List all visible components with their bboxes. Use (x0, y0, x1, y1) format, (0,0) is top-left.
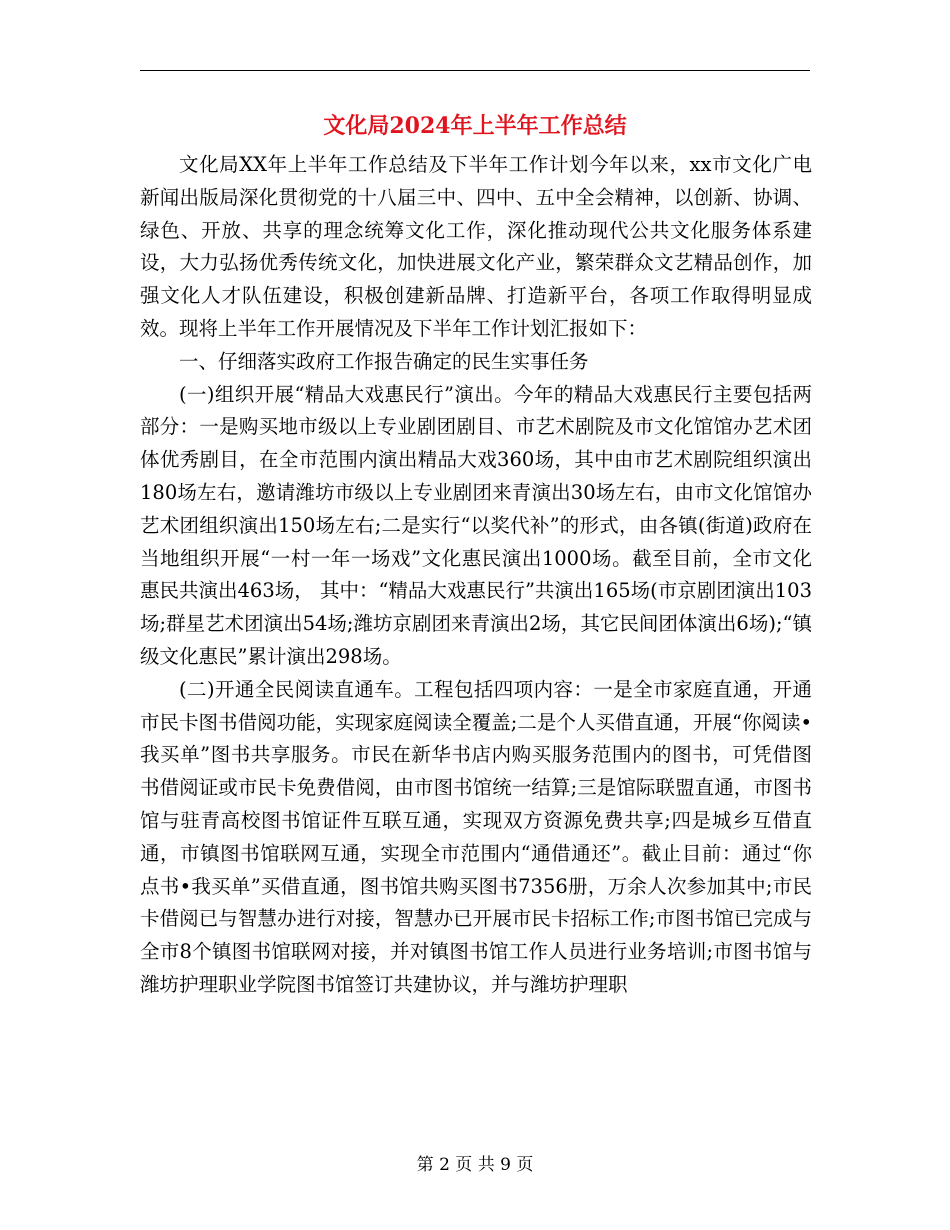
document-body (140, 149, 812, 1002)
section-paragraph-reading: (二)开通全民阅读直通车。工程包括四项内容：一是全市家庭直通，开通市民卡图书借阅功能，实现家庭阅读全覆盖;二是个人买借直通，开展“你阅读•我买单”图书共享服务。市民在新华书店内购买服务范围内的图书，可凭借图书借阅证或市民卡免费借阅，由市图书馆统一结算;三是馆际联盟直通，市图书馆与驻青高校图书馆证件互联互通，实现双方资源免费共享;四是城乡互借直通，市镇图书馆联网互通，实现全市范围内“通借通还”。截止目前：通过“你点书•我买单”买借直通，图书馆共购买图书7356册，万余人次参加其中;市民卡借阅已与智慧办进行对接，智慧办已开展市民卡招标工作;市图书馆已完成与全市8个镇图书馆联网对接，并对镇图书馆工作人员进行业务培训;市图书馆与潍坊护理职业学院图书馆签订共建协议，并与潍坊护理职 (140, 677, 812, 996)
page-number-footer: 第 2 页 共 9 页 (416, 1155, 534, 1175)
header-rule (140, 70, 810, 71)
intro-paragraph: 文化局XX年上半年工作总结及下半年工作计划今年以来，xx市文化广电新闻出版局深化贯彻党的十八届三中、四中、五中全会精神，以创新、协调、绿色、开放、共享的理念统筹文化工作，深化推动现代公共文化服务体系建设，大力弘扬优秀传统文化，加快进展文化产业，繁荣群众文艺精品创作，加强文化人才队伍建设，积极创建新品牌、打造新平台，各项工作取得明显成效。现将上半年工作开展情况及下半年工作计划汇报如下： (140, 153, 812, 340)
document-title: 文化局2024年上半年工作总结 (323, 113, 627, 139)
section-paragraph-performances: (一)组织开展“精品大戏惠民行”演出。今年的精品大戏惠民行主要包括两部分：一是购买地市级以上专业剧团剧目、市艺术剧院及市文化馆馆办艺术团体优秀剧目，在全市范围内演出精品大戏360场，其中由市艺术剧院组织演出180场左右，邀请潍坊市级以上专业剧团来青演出30场左右，由市文化馆馆办艺术团组织演出150场左右;二是实行“以奖代补”的形式，由各镇(街道)政府在当地组织开展“一村一年一场戏”文化惠民演出1000场。截至目前，全市文化惠民共演出463场， 其中：“精品大戏惠民行”共演出165场(市京剧团演出103场;群星艺术团演出54场;潍坊京剧团来青演出2场，其它民间团体演出6场);“镇级文化惠民”累计演出298场。 (140, 382, 812, 668)
section-heading: 一、仔细落实政府工作报告确定的民生实事任务 (179, 349, 589, 373)
